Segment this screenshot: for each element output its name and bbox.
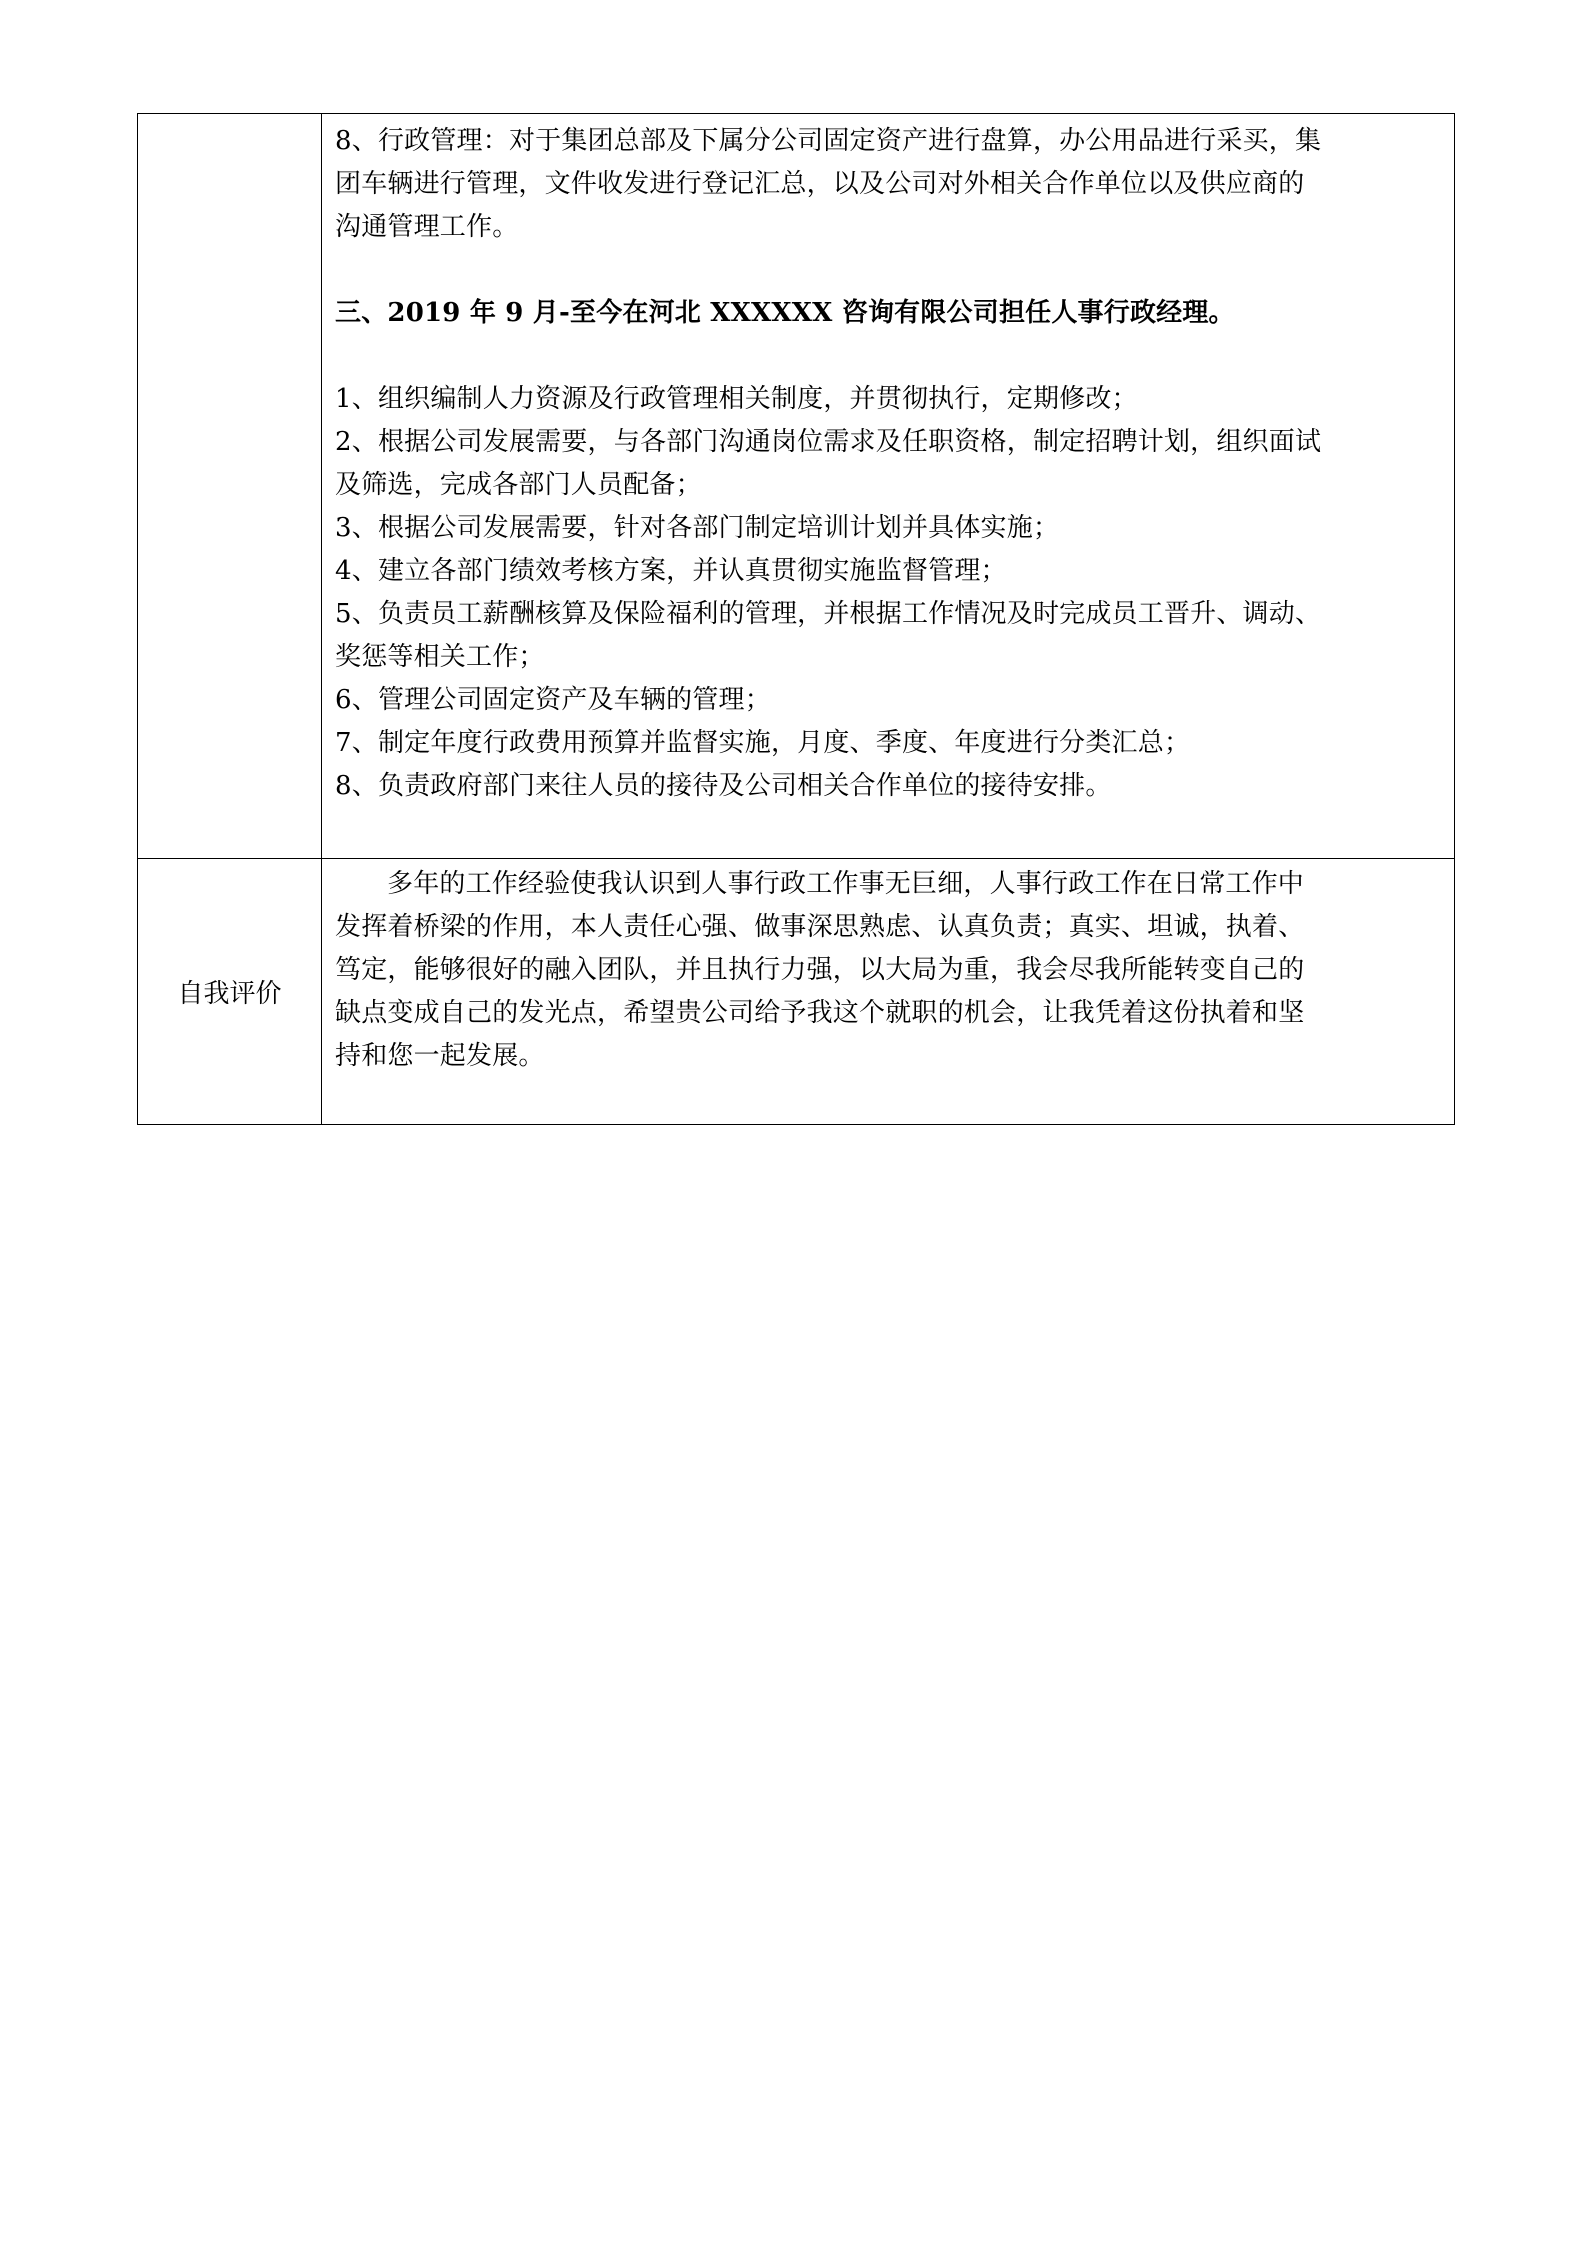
self-evaluation-row	[138, 859, 1455, 1125]
evaluation-line: 缺点变成自己的发光点，希望贵公司给予我这个就职的机会，让我凭着这份执着和坚	[335, 998, 1305, 1028]
experience-line: 6、管理公司固定资产及车辆的管理；	[335, 685, 771, 715]
experience-line: 8、行政管理：对于集团总部及下属分公司固定资产进行盘算，办公用品进行采买，集	[335, 126, 1322, 156]
experience-line: 2、根据公司发展需要，与各部门沟通岗位需求及任职资格，制定招聘计划，组织面试	[335, 427, 1322, 457]
evaluation-line: 持和您一起发展。	[335, 1041, 545, 1071]
experience-line: 团车辆进行管理，文件收发进行登记汇总，以及公司对外相关合作单位以及供应商的	[335, 169, 1305, 199]
evaluation-line: 多年的工作经验使我认识到人事行政工作事无巨细，人事行政工作在日常工作中	[387, 869, 1305, 899]
evaluation-line: 笃定，能够很好的融入团队，并且执行力强，以大局为重，我会尽我所能转变自己的	[335, 955, 1305, 985]
experience-line: 1、组织编制人力资源及行政管理相关制度，并贯彻执行，定期修改；	[335, 384, 1138, 414]
work-experience-content-cell	[322, 114, 1455, 859]
section-heading: 三、2019 年 9 月-至今在河北 XXXXXX 咨询有限公司担任人事行政经理。	[335, 298, 1235, 328]
experience-line: 4、建立各部门绩效考核方案，并认真贯彻实施监督管理；	[335, 556, 1007, 586]
experience-line: 8、负责政府部门来往人员的接待及公司相关合作单位的接待安排。	[335, 771, 1112, 801]
experience-line: 5、负责员工薪酬核算及保险福利的管理，并根据工作情况及时完成员工晋升、调动、	[335, 599, 1322, 629]
spacer	[335, 249, 1440, 292]
work-experience-label-cell	[138, 114, 322, 859]
experience-line: 及筛选，完成各部门人员配备；	[335, 470, 702, 500]
self-evaluation-label: 自我评价	[138, 859, 322, 1125]
self-evaluation-content-cell	[322, 859, 1455, 1125]
work-experience-row	[138, 114, 1455, 859]
experience-line: 沟通管理工作。	[335, 212, 519, 242]
experience-line: 奖惩等相关工作；	[335, 642, 545, 672]
spacer	[335, 335, 1440, 378]
evaluation-line: 发挥着桥梁的作用，本人责任心强、做事深思熟虑、认真负责；真实、坦诚，执着、	[335, 912, 1305, 942]
experience-line: 7、制定年度行政费用预算并监督实施，月度、季度、年度进行分类汇总；	[335, 728, 1191, 758]
resume-table	[137, 113, 1455, 1125]
experience-line: 3、根据公司发展需要，针对各部门制定培训计划并具体实施；	[335, 513, 1060, 543]
